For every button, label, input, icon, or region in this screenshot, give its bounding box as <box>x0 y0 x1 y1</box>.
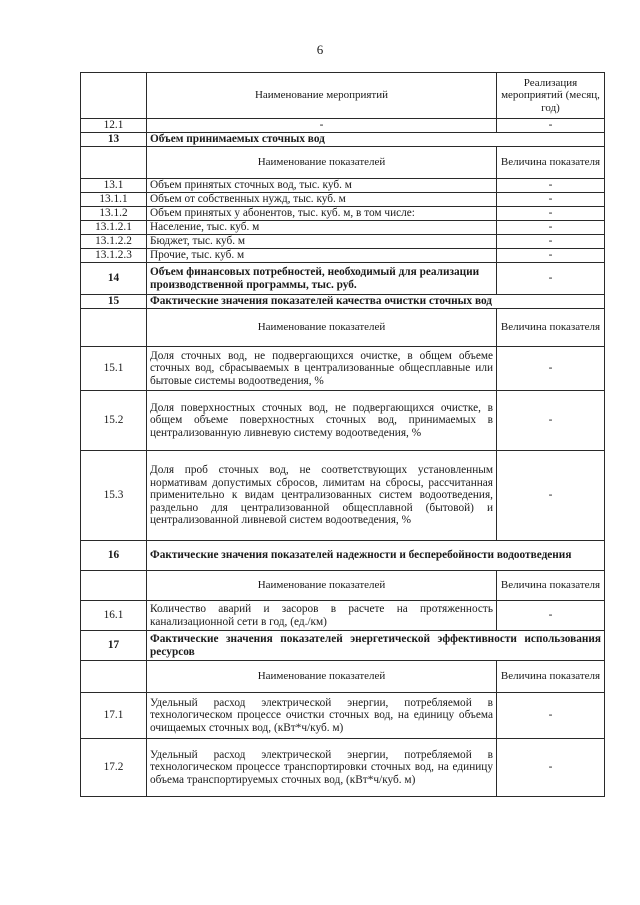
table-row <box>81 451 605 541</box>
page-number: 6 <box>316 42 324 57</box>
section-row-15 <box>81 295 605 309</box>
row-value: - <box>497 193 605 207</box>
subheader-value: Величина показателя <box>497 309 605 347</box>
table-row <box>81 391 605 451</box>
row-name: Объем принятых сточных вод, тыс. куб. м <box>147 179 497 193</box>
table-row <box>81 193 605 207</box>
row-value: - <box>497 451 605 541</box>
row-number: 15.2 <box>81 391 147 451</box>
row-value: - <box>497 391 605 451</box>
section-row-14 <box>81 263 605 295</box>
row-name: Удельный расход электрической энергии, потребляемой в технологическом процессе транспортировки сточных вод, на единицу объема транспортируемых сточных вод, (кВт*ч/куб. м) <box>147 739 497 797</box>
row-value: - <box>497 179 605 193</box>
row-name: Бюджет, тыс. куб. м <box>147 235 497 249</box>
table-row <box>81 221 605 235</box>
row-number: 13.1.2.1 <box>81 221 147 235</box>
table-row <box>81 207 605 221</box>
table-row <box>81 739 605 797</box>
row-name: - <box>147 119 497 133</box>
table-row <box>81 235 605 249</box>
table-row <box>81 347 605 391</box>
subheader-name: Наименование показателей <box>147 309 497 347</box>
section-number: 14 <box>81 263 147 295</box>
row-name: Доля сточных вод, не подвергающихся очистке, в общем объеме сточных вод, сбрасываемых в централизованные общесплавные или бытовые системы водоотведения, % <box>147 347 497 391</box>
row-value: - <box>497 347 605 391</box>
row-value: - <box>497 263 605 295</box>
row-number: 17.1 <box>81 693 147 739</box>
row-name: Объем от собственных нужд, тыс. куб. м <box>147 193 497 207</box>
subheader-row <box>81 661 605 693</box>
table-row <box>81 601 605 631</box>
subheader-name: Наименование показателей <box>147 147 497 179</box>
section-row-16 <box>81 541 605 571</box>
table-row <box>81 119 605 133</box>
row-number: 12.1 <box>81 119 147 133</box>
subheader-empty-cell <box>81 661 147 693</box>
row-name: Доля проб сточных вод, не соответствующих установленным нормативам допустимых сбросов, лимитам на сбросы, рассчитанная применительно к видам централизованных систем водоотведения, раздельно для централизованной общесплавной (бытовой) и централизованной ливневой систем водоотведения, % <box>147 451 497 541</box>
section-row-13 <box>81 133 605 147</box>
header-number-cell <box>81 73 147 119</box>
subheader-row <box>81 309 605 347</box>
row-value: - <box>497 601 605 631</box>
section-row-17 <box>81 631 605 661</box>
row-number: 16.1 <box>81 601 147 631</box>
row-number: 13.1.2.3 <box>81 249 147 263</box>
row-value: - <box>497 221 605 235</box>
row-value: - <box>497 235 605 249</box>
section-number: 15 <box>81 295 147 309</box>
subheader-empty-cell <box>81 309 147 347</box>
row-value: - <box>497 207 605 221</box>
row-number: 13.1 <box>81 179 147 193</box>
row-name: Прочие, тыс. куб. м <box>147 249 497 263</box>
row-value: - <box>497 693 605 739</box>
row-value: - <box>497 739 605 797</box>
row-number: 15.1 <box>81 347 147 391</box>
subheader-value: Величина показателя <box>497 571 605 601</box>
section-title: Объем финансовых потребностей, необходимый для реализации производственной программы, тыс. руб. <box>147 263 497 295</box>
subheader-empty-cell <box>81 571 147 601</box>
row-number: 15.3 <box>81 451 147 541</box>
table-header-row <box>81 73 605 119</box>
row-name: Доля поверхностных сточных вод, не подвергающихся очистке, в общем объеме поверхностных сточных вод, принимаемых в централизованную ливневую систему водоотведения, % <box>147 391 497 451</box>
row-name: Объем принятых у абонентов, тыс. куб. м, в том числе: <box>147 207 497 221</box>
subheader-empty-cell <box>81 147 147 179</box>
row-value: - <box>497 249 605 263</box>
section-number: 13 <box>81 133 147 147</box>
header-realization-cell: Реализация мероприятий (месяц, год) <box>497 73 605 119</box>
subheader-value: Величина показателя <box>497 147 605 179</box>
row-number: 13.1.2.2 <box>81 235 147 249</box>
table-row <box>81 179 605 193</box>
header-name-cell: Наименование мероприятий <box>147 73 497 119</box>
section-title: Фактические значения показателей энергетической эффективности использования ресурсов <box>147 631 605 661</box>
subheader-row <box>81 571 605 601</box>
subheader-row <box>81 147 605 179</box>
indicators-table <box>80 72 605 797</box>
row-name: Количество аварий и засоров в расчете на протяженность канализационной сети в год, (ед./км) <box>147 601 497 631</box>
row-name: Удельный расход электрической энергии, потребляемой в технологическом процессе очистки сточных вод, на единицу объема очищаемых сточных вод, (кВт*ч/куб. м) <box>147 693 497 739</box>
section-number: 16 <box>81 541 147 571</box>
row-number: 13.1.1 <box>81 193 147 207</box>
subheader-name: Наименование показателей <box>147 571 497 601</box>
section-number: 17 <box>81 631 147 661</box>
section-title: Фактические значения показателей качества очистки сточных вод <box>147 295 605 309</box>
subheader-name: Наименование показателей <box>147 661 497 693</box>
row-value: - <box>497 119 605 133</box>
row-number: 13.1.2 <box>81 207 147 221</box>
section-title: Объем принимаемых сточных вод <box>147 133 605 147</box>
table-row <box>81 693 605 739</box>
subheader-value: Величина показателя <box>497 661 605 693</box>
table-row <box>81 249 605 263</box>
row-name: Население, тыс. куб. м <box>147 221 497 235</box>
section-title: Фактические значения показателей надежности и бесперебойности водоотведения <box>147 541 605 571</box>
row-number: 17.2 <box>81 739 147 797</box>
